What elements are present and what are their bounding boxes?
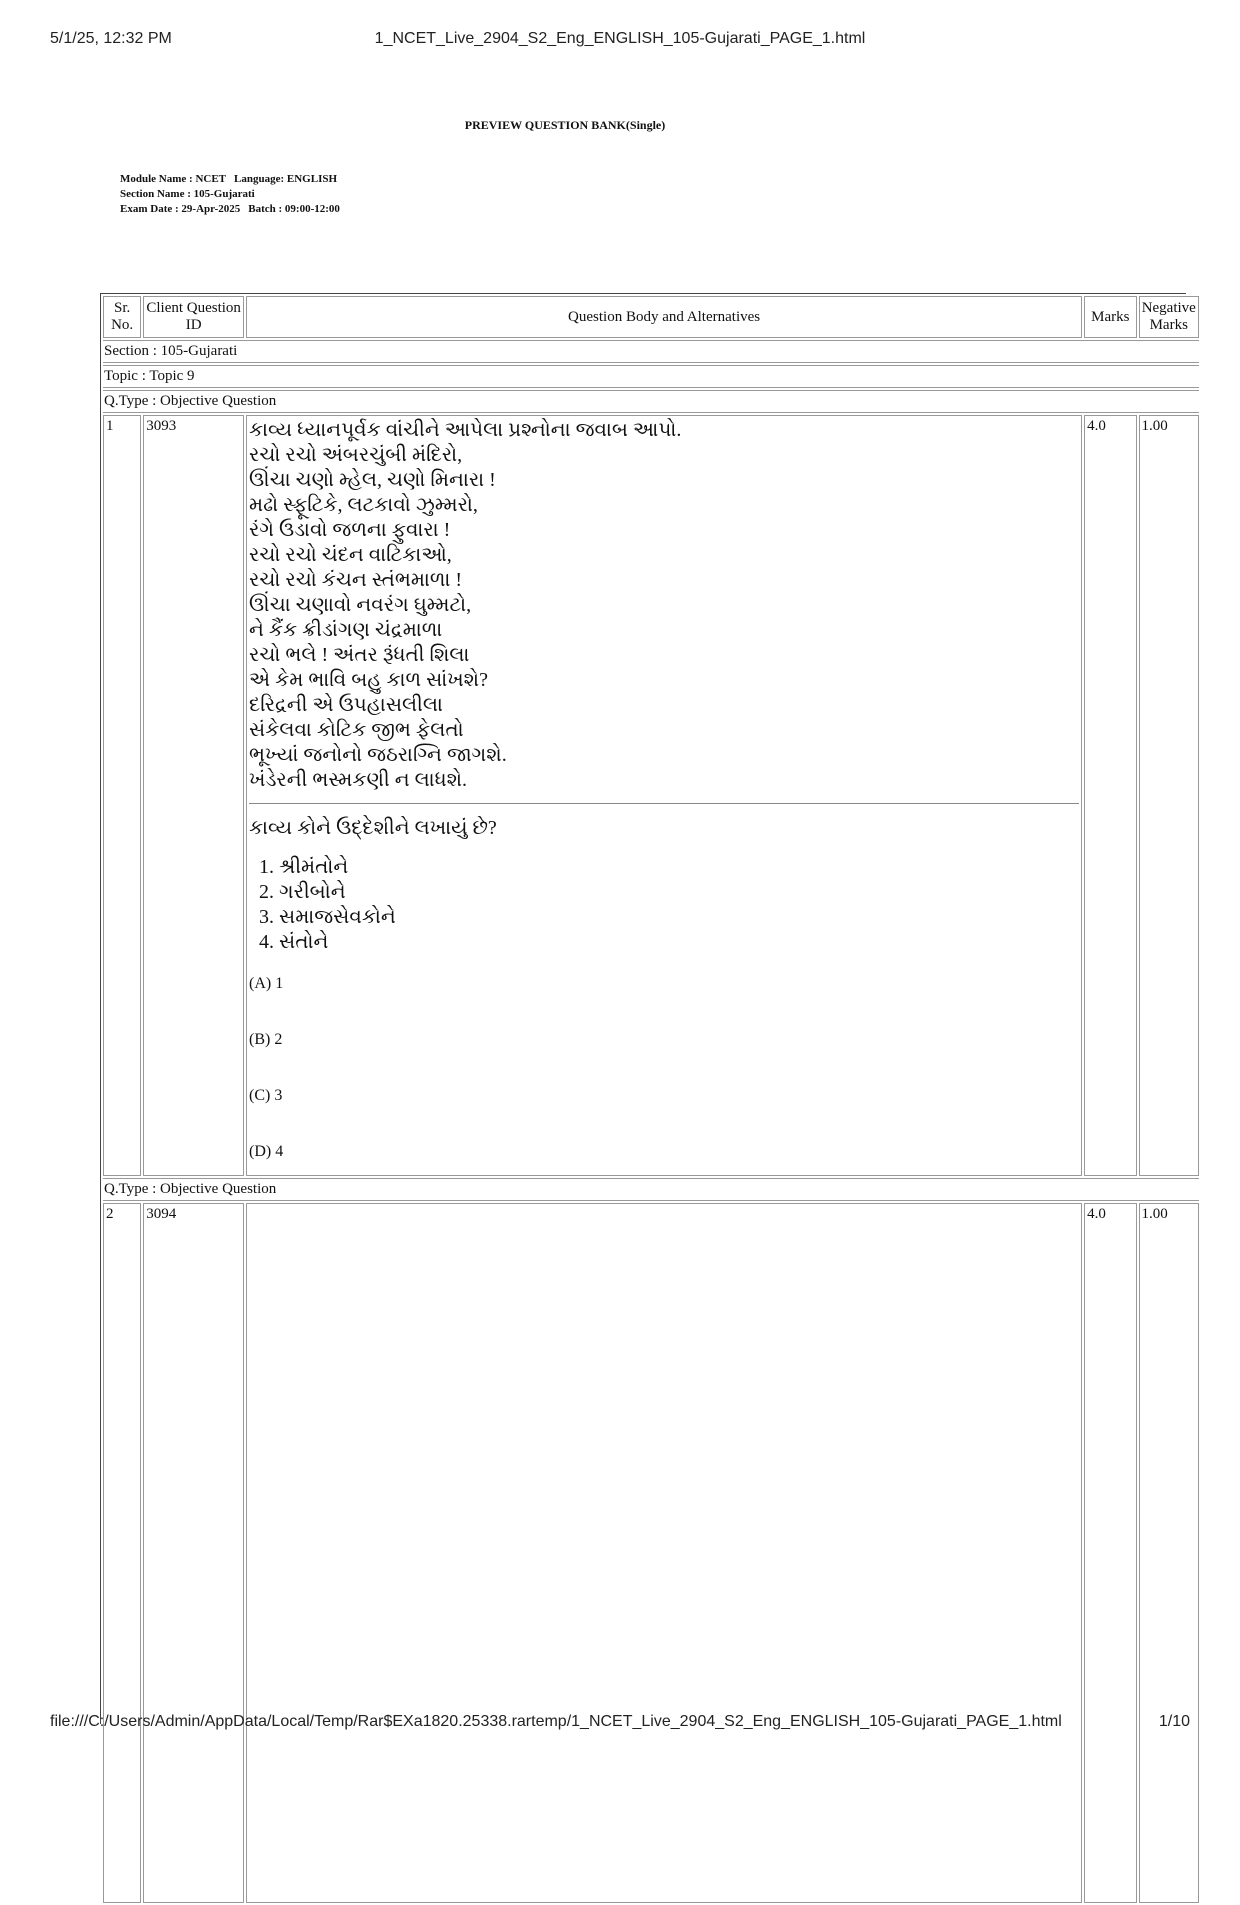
- print-page-number: 1/10: [1158, 1713, 1190, 1730]
- col-sr-no: Sr. No.: [103, 296, 141, 338]
- col-client-question-id: Client Question ID: [143, 296, 244, 338]
- section-name: Section Name : 105-Gujarati: [120, 188, 255, 200]
- poem-line: ખંડેરની ભસ્મકણી ન લાધશે.: [249, 769, 468, 791]
- question-marks: 4.0: [1084, 415, 1136, 1176]
- table-header-row: [103, 296, 1199, 338]
- question-text: કાવ્ય કોને ઉદ્દેશીને લખાયું છે?: [249, 817, 497, 839]
- question-id: 3094: [143, 1203, 244, 1903]
- poem-line: રંગે ઉડાવો જળના ફુવારા !: [249, 519, 451, 541]
- col-question-body: Question Body and Alternatives: [246, 296, 1082, 338]
- module-name: Module Name : NCET: [120, 173, 227, 185]
- question-negative-marks: 1.00: [1139, 415, 1199, 1176]
- poem-line: દરિદ્રની એ ઉપહાસલીલા: [249, 694, 443, 716]
- poem-line: ને કૈંક ક્રીડાંગણ ચંદ્રમાળા: [249, 619, 443, 641]
- poem-line: ઊંચા ચણાવો નવરંગ ઘુમ્મટો,: [249, 594, 472, 616]
- document-title: PREVIEW QUESTION BANK(Single): [464, 118, 666, 132]
- poem-line: ભૂખ્યાં જનોનો જઠરાગ્નિ જાગશે.: [249, 744, 507, 766]
- option-item: 3. સમાજસેવકોને: [279, 905, 1079, 930]
- poem-line: રચો રચો ચંદન વાટિકાઓ,: [249, 544, 452, 566]
- topic-row: Topic : Topic 9: [103, 365, 1199, 388]
- print-file-title: 1_NCET_Live_2904_S2_Eng_ENGLISH_105-Gujarati_PAGE_1.html: [374, 30, 866, 47]
- section-row: Section : 105-Gujarati: [103, 340, 1199, 363]
- divider: [249, 803, 1079, 804]
- question-body: [246, 1203, 1082, 1903]
- exam-meta: [120, 172, 348, 217]
- poem-line: એ કેમ ભાવિ બહુ કાળ સાંખશે?: [249, 669, 488, 691]
- table-row: [103, 1203, 1199, 1903]
- poem-line: ઊંચા ચણો મ્હેલ, ચણો મિનારા !: [249, 469, 496, 491]
- alternative-d: (D) 4: [249, 1143, 284, 1160]
- option-item: 4. સંતોને: [279, 930, 1079, 955]
- print-file-path: file:///C:/Users/Admin/AppData/Local/Temp/Rar$EXa1820.25338.rartemp/1_NCET_Live_2904_S2_Eng_ENGLISH_105-Gujarati_PAGE_1.html: [50, 1713, 1062, 1730]
- print-datetime: 5/1/25, 12:32 PM: [50, 30, 172, 47]
- question-negative-marks: 1.00: [1139, 1203, 1199, 1903]
- col-negative-marks: Negative Marks: [1139, 296, 1199, 338]
- qtype-row: Q.Type : Objective Question: [103, 1178, 1199, 1201]
- question-sr: 2: [103, 1203, 141, 1903]
- alternative-c: (C) 3: [249, 1087, 283, 1104]
- question-id: 3093: [143, 415, 244, 1176]
- option-item: 1. શ્રીમંતોને: [279, 855, 1079, 880]
- question-table-wrapper: [100, 293, 1196, 1724]
- batch: Batch : 09:00-12:00: [248, 203, 340, 215]
- language: Language: ENGLISH: [234, 173, 338, 185]
- question-sr: 1: [103, 415, 141, 1176]
- qtype-row: Q.Type : Objective Question: [103, 390, 1199, 413]
- print-header: [50, 30, 1190, 54]
- poem-line: રચો રચો અંબરચુંબી મંદિરો,: [249, 444, 463, 466]
- question-table: [101, 294, 1201, 1905]
- question-marks: 4.0: [1084, 1203, 1136, 1903]
- table-row: [103, 415, 1199, 1176]
- poem-line: રચો ભલે ! અંતર રૂંધતી શિલા: [249, 644, 470, 666]
- alternative-b: (B) 2: [249, 1031, 283, 1048]
- option-list: [279, 855, 1079, 955]
- poem-line: કાવ્ય ધ્યાનપૂર્વક વાંચીને આપેલા પ્રશ્નોના જવાબ આપો.: [249, 419, 682, 441]
- poem-line: રચો રચો કંચન સ્તંભમાળા !: [249, 569, 463, 591]
- exam-date: Exam Date : 29-Apr-2025: [120, 203, 241, 215]
- question-stem: [249, 418, 1079, 955]
- col-marks: Marks: [1084, 296, 1136, 338]
- print-footer: [50, 1713, 1190, 1737]
- alternative-a: (A) 1: [249, 975, 284, 992]
- poem-line: મઢો સ્ફૂટિકે, લટકાવો ઝુમ્મરો,: [249, 494, 478, 516]
- question-body: [246, 415, 1082, 1176]
- option-item: 2. ગરીબોને: [279, 880, 1079, 905]
- poem-line: સંકેલવા કોટિક જીભ ફેલતો: [249, 719, 464, 741]
